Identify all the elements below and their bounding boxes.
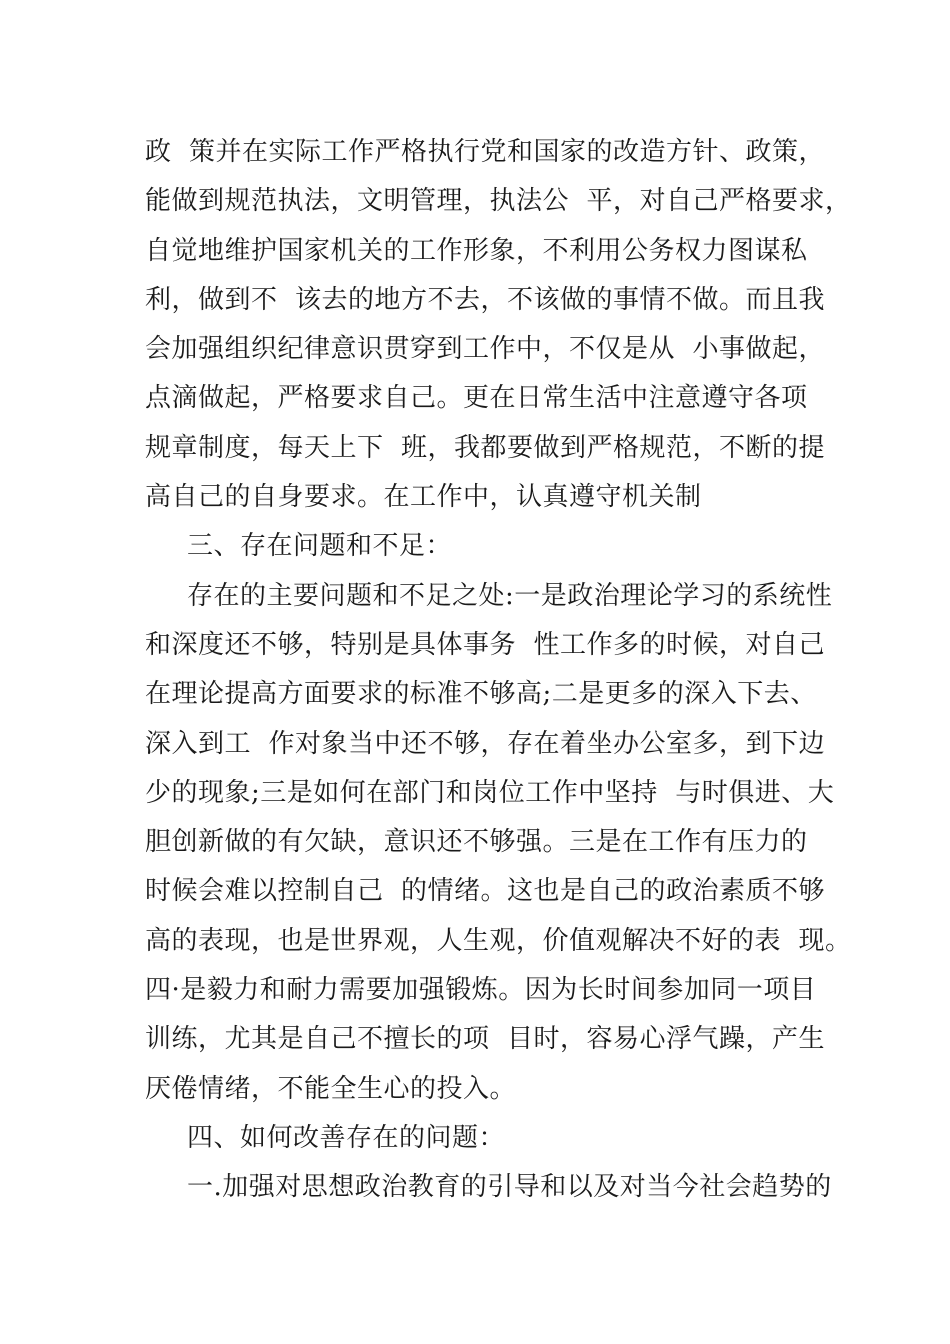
text-line: 训练，尤其是自己不擅长的项 目时，容易心浮气躁，产生 [145, 1024, 826, 1055]
text-line: 政 策并在实际工作严格执行党和国家的改造方针、政策， [145, 137, 826, 167]
text-line: 在理论提高方面要求的标准不够高;二是更多的深入下去、 [145, 679, 817, 710]
text-line: 时候会难以控制自己 的情绪。这也是自己的政治素质不够 [145, 876, 826, 907]
body-text [145, 128, 852, 1213]
text-line: 胆创新做的有欠缺，意识还不够强。三是在工作有压力的 [145, 827, 808, 858]
text-line: 规章制度，每天上下 班，我都要做到严格规范，不断的提 [145, 432, 826, 463]
text-line: 高的表现，也是世界观，人生观，价值观解决不好的表 现。 [145, 925, 852, 956]
text-line: 一.加强对思想政治教育的引导和以及对当今社会趋势的 [187, 1172, 832, 1203]
text-line: 会加强组织纪律意识贯穿到工作中，不仅是从 小事做起， [145, 334, 826, 365]
text-line: 高自己的自身要求。在工作中，认真遵守机关制 [145, 482, 702, 513]
text-line: 存在的主要问题和不足之处:一是政治理论学习的系统性 [187, 580, 833, 611]
text-line: 自觉地维护国家机关的工作形象，不利用公务权力图谋私 [145, 235, 808, 266]
text-line: 能做到规范执法，文明管理，执法公 平，对自己严格要求， [145, 186, 852, 217]
text-line: 少的现象;三是如何在部门和岗位工作中坚持 与时俱进、大 [145, 777, 835, 808]
text-line: 厌倦情绪，不能全生心的投入。 [145, 1073, 517, 1104]
section-heading: 三、存在问题和不足： [187, 531, 453, 562]
text-line: 四·是毅力和耐力需要加强锻炼。因为长时间参加同一项目 [145, 975, 817, 1006]
text-line: 深入到工 作对象当中还不够，存在着坐办公室多，到下边 [145, 728, 826, 759]
section-heading: 四、如何改善存在的问题： [187, 1122, 506, 1153]
text-line: 和深度还不够，特别是具体事务 性工作多的时候，对自己 [145, 629, 826, 660]
text-line: 利，做到不 该去的地方不去，不该做的事情不做。而且我 [145, 284, 826, 315]
text-line: 点滴做起，严格要求自己。更在日常生活中注意遵守各项 [145, 383, 808, 414]
